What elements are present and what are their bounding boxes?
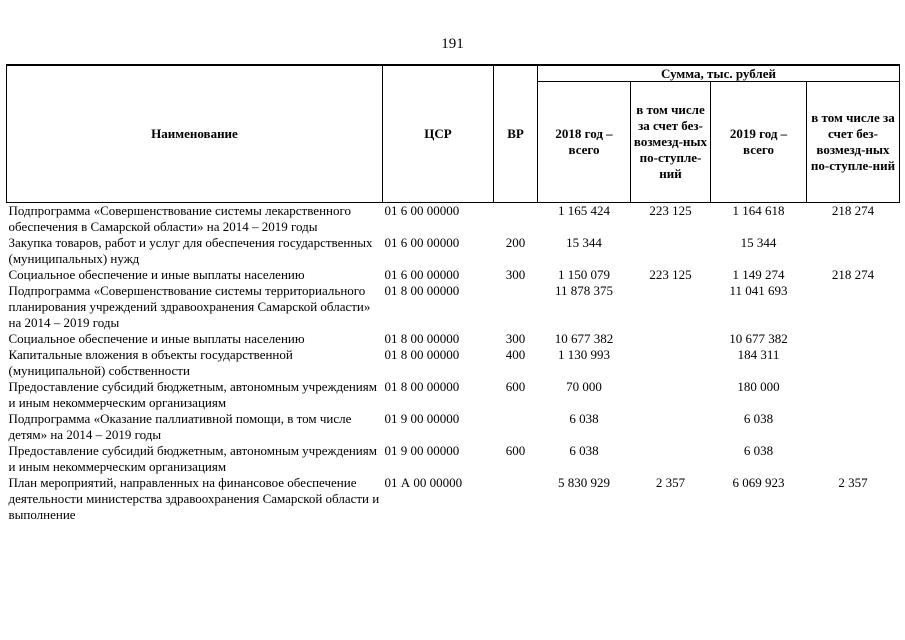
row-2018-total: 5 830 929 <box>558 475 610 490</box>
row-2018-free <box>631 443 711 475</box>
row-2019-total: 6 038 <box>743 443 774 458</box>
row-2019-total: 11 041 693 <box>729 283 788 298</box>
row-csr: 01 8 00 00000 <box>384 347 460 362</box>
header-vr: ВР <box>494 65 538 203</box>
table-row <box>7 331 900 347</box>
row-name: Предоставление субсидий бюджетным, автономным учреждениям и иным некоммерческим организациям <box>8 443 377 474</box>
row-csr: 01 8 00 00000 <box>384 283 460 298</box>
row-2019-free: 2 357 <box>838 475 868 490</box>
row-2019-total: 6 069 923 <box>732 475 785 490</box>
row-2019-free <box>807 283 900 331</box>
row-vr: 400 <box>505 347 526 362</box>
row-name: Предоставление субсидий бюджетным, автономным учреждениям и иным некоммерческим организациям <box>8 379 377 410</box>
row-name: Социальное обеспечение и иные выплаты населению <box>8 267 305 282</box>
row-name: Социальное обеспечение и иные выплаты населению <box>8 331 305 346</box>
row-2019-free <box>807 235 900 267</box>
header-name: Наименование <box>7 65 383 203</box>
table-row <box>7 235 900 267</box>
row-2019-total: 10 677 382 <box>729 331 788 346</box>
row-vr <box>494 475 538 523</box>
page-number: 191 <box>441 36 464 52</box>
row-2019-free <box>807 347 900 379</box>
row-2019-total: 1 149 274 <box>732 267 785 282</box>
header-2019-total: 2019 год – всего <box>711 82 807 203</box>
row-2018-free: 223 125 <box>649 203 692 218</box>
row-vr: 300 <box>505 331 526 346</box>
row-2018-free <box>631 235 711 267</box>
budget-table <box>6 64 900 523</box>
row-2019-free: 218 274 <box>831 267 875 282</box>
row-vr: 200 <box>505 235 526 250</box>
row-csr: 01 8 00 00000 <box>384 379 460 394</box>
row-2019-total: 6 038 <box>743 411 774 426</box>
row-2018-free: 223 125 <box>649 267 692 282</box>
table-row <box>7 203 900 236</box>
row-csr: 01 9 00 00000 <box>384 411 460 426</box>
row-2019-total: 184 311 <box>737 347 780 362</box>
row-2019-free <box>807 331 900 347</box>
row-2019-free <box>807 411 900 443</box>
header-2018-free: в том числе за счет без-возмезд-ных по-ступле-ний <box>631 82 711 203</box>
row-2019-free <box>807 379 900 411</box>
table-row <box>7 347 900 379</box>
row-name: План мероприятий, направленных на финансовое обеспечение деятельности министерства здравоохранения Самарской области и выполнение <box>8 475 380 522</box>
row-name: Закупка товаров, работ и услуг для обеспечения государственных (муниципальных) нужд <box>8 235 373 266</box>
row-csr: 01 А 00 00000 <box>384 475 463 490</box>
row-csr: 01 6 00 00000 <box>384 203 460 218</box>
row-vr: 600 <box>505 379 526 394</box>
header-2019-free: в том числе за счет без-возмезд-ных по-ступле-ний <box>807 82 900 203</box>
row-vr: 300 <box>505 267 526 282</box>
row-name: Капитальные вложения в объекты государственной (муниципальной) собственности <box>8 347 293 378</box>
row-2018-total: 6 038 <box>569 443 599 458</box>
row-2018-free <box>631 411 711 443</box>
row-2019-free <box>807 443 900 475</box>
row-2018-total: 70 000 <box>566 379 602 394</box>
row-2018-free <box>631 283 711 331</box>
row-2018-total: 6 038 <box>569 411 599 426</box>
row-csr: 01 6 00 00000 <box>384 235 460 250</box>
row-2018-total: 11 878 375 <box>554 283 614 298</box>
row-vr <box>494 203 538 236</box>
header-2018-total: 2018 год – всего <box>538 82 631 203</box>
header-sum-caption: Сумма, тыс. рублей <box>538 65 900 82</box>
table-row <box>7 411 900 443</box>
row-2018-total: 10 677 382 <box>554 331 614 346</box>
table-row <box>7 267 900 283</box>
row-2018-total: 1 165 424 <box>558 203 610 218</box>
row-csr: 01 6 00 00000 <box>384 267 460 282</box>
table-row <box>7 443 900 475</box>
row-2018-free: 2 357 <box>655 475 686 490</box>
row-csr: 01 9 00 00000 <box>384 443 460 458</box>
row-2018-free <box>631 379 711 411</box>
table-row <box>7 475 900 523</box>
row-vr <box>494 283 538 331</box>
table-row <box>7 379 900 411</box>
row-2019-total: 1 164 618 <box>732 203 785 218</box>
row-2018-total: 15 344 <box>566 235 602 250</box>
row-2018-free <box>631 347 711 379</box>
row-vr: 600 <box>505 443 526 458</box>
row-2019-free: 218 274 <box>831 203 875 218</box>
row-name: Подпрограмма «Оказание паллиативной помощи, в том числе детям» на 2014 – 2019 годы <box>8 411 352 442</box>
row-2018-total: 1 130 993 <box>558 347 610 362</box>
row-2018-free <box>631 331 711 347</box>
table-row <box>7 283 900 331</box>
row-name: Подпрограмма «Совершенствование системы лекарственного обеспечения в Самарской области» на 2014 – 2019 годы <box>8 203 351 234</box>
header-csr: ЦСР <box>383 65 494 203</box>
row-csr: 01 8 00 00000 <box>384 331 460 346</box>
row-2019-total: 180 000 <box>737 379 780 394</box>
row-2018-total: 1 150 079 <box>558 267 610 282</box>
row-vr <box>494 411 538 443</box>
row-name: Подпрограмма «Совершенствование системы территориального планирования учреждений здравоохранения Самарской области» на 2014 – 2019 годы <box>8 283 371 330</box>
row-2019-total: 15 344 <box>740 235 777 250</box>
